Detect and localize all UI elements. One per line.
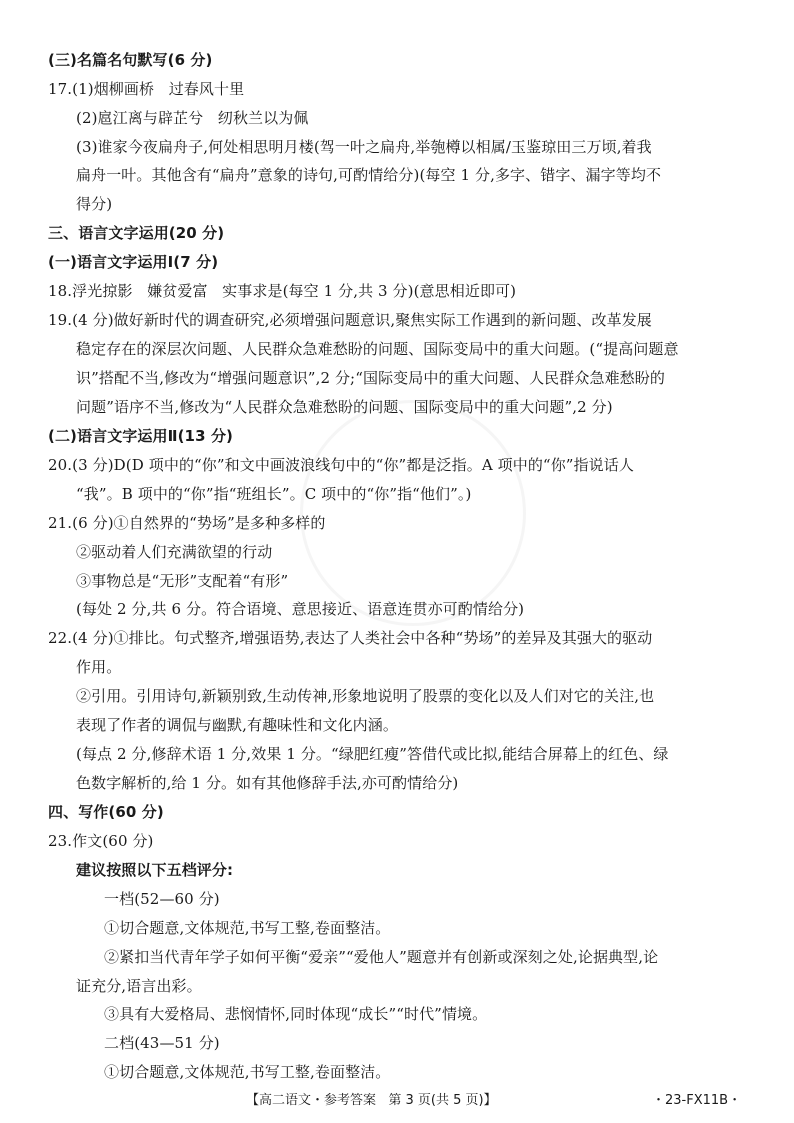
answer-line: ①切合题意,文体规范,书写工整,卷面整洁。 <box>104 1063 391 1081</box>
answer-line: ③事物总是“无形”支配着“有形” <box>76 572 289 590</box>
grade-tier-heading: 一档(52—60 分) <box>104 890 220 908</box>
answer-line: 问题”语序不当,修改为“人民群众急难愁盼的问题、国际变局中的重大问题”,2 分) <box>76 398 613 416</box>
footer-page-info: 【高二语文・参考答案 第 3 页(共 5 页)】 <box>246 1093 497 1108</box>
answer-line: 扁舟一叶。其他含有“扁舟”意象的诗句,可酌情给分)(每空 1 分,多字、错字、漏字等均不 <box>76 166 662 184</box>
subsection-heading-language-use-2: (二)语言文字运用Ⅱ(13 分) <box>48 427 233 445</box>
footer-code: ・23-FX11B・ <box>652 1093 742 1108</box>
answer-line: 21.(6 分)①自然界的“势场”是多种多样的 <box>48 514 326 532</box>
answer-line: 17.(1)烟柳画桥 过春风十里 <box>48 80 245 98</box>
answer-line: ②紧扣当代青年学子如何平衡“爱亲”“爱他人”题意并有创新或深刻之处,论据典型,论 <box>104 948 659 966</box>
answer-line: 识”搭配不当,修改为“增强问题意识”,2 分;“国际变局中的重大问题、人民群众急难愁盼的 <box>76 369 665 387</box>
answer-line: 18.浮光掠影 嫌贫爱富 实事求是(每空 1 分,共 3 分)(意思相近即可) <box>48 282 517 300</box>
section-heading-writing: 四、写作(60 分) <box>48 803 164 821</box>
section-heading-language-use: 三、语言文字运用(20 分) <box>48 224 225 242</box>
answer-line: (每处 2 分,共 6 分。符合语境、意思接近、语意连贯亦可酌情给分) <box>76 600 525 618</box>
answer-line: 19.(4 分)做好新时代的调查研究,必须增强问题意识,聚焦实际工作遇到的新问题、改革发展 <box>48 311 652 329</box>
answer-line: (3)谁家今夜扁舟子,何处相思明月楼(驾一叶之扁舟,举匏樽以相属/玉鉴琼田三万顷,着我 <box>76 138 652 156</box>
section-heading-famous-quotes: (三)名篇名句默写(6 分) <box>48 51 213 69</box>
grading-intro: 建议按照以下五档评分: <box>76 861 234 879</box>
answer-line: (2)扈江离与辟芷兮 纫秋兰以为佩 <box>76 109 309 127</box>
answer-line: ③具有大爱格局、悲悯情怀,同时体现“成长”“时代”情境。 <box>104 1005 488 1023</box>
answer-line: 22.(4 分)①排比。句式整齐,增强语势,表达了人类社会中各种“势场”的差异及其强大的驱动 <box>48 629 653 647</box>
grade-tier-heading: 二档(43—51 分) <box>104 1034 220 1052</box>
answer-line: ②引用。引用诗句,新颖别致,生动传神,形象地说明了股票的变化以及人们对它的关注,也 <box>76 687 655 705</box>
watermark-logo <box>300 400 526 626</box>
answer-line: ①切合题意,文体规范,书写工整,卷面整洁。 <box>104 919 391 937</box>
answer-line: 得分) <box>76 195 113 213</box>
answer-line: “我”。B 项中的“你”指“班组长”。C 项中的“你”指“他们”。) <box>76 485 472 503</box>
answer-line: 表现了作者的调侃与幽默,有趣味性和文化内涵。 <box>76 716 398 734</box>
subsection-heading-language-use-1: (一)语言文字运用Ⅰ(7 分) <box>48 253 219 271</box>
answer-line: 作用。 <box>76 658 122 676</box>
answer-line: (每点 2 分,修辞术语 1 分,效果 1 分。“绿肥红瘦”答借代或比拟,能结合屏幕上的红色、绿 <box>76 745 669 763</box>
answer-line: ②驱动着人们充满欲望的行动 <box>76 543 273 561</box>
answer-line: 20.(3 分)D(D 项中的“你”和文中画波浪线句中的“你”都是泛指。A 项中的“你”指说话人 <box>48 456 634 474</box>
answer-line: 稳定存在的深层次问题、人民群众急难愁盼的问题、国际变局中的重大问题。(“提高问题意 <box>76 340 679 358</box>
answer-line: 色数字解析的,给 1 分。如有其他修辞手法,亦可酌情给分) <box>76 774 459 792</box>
answer-line: 证充分,语言出彩。 <box>76 977 202 995</box>
answer-line: 23.作文(60 分) <box>48 832 154 850</box>
